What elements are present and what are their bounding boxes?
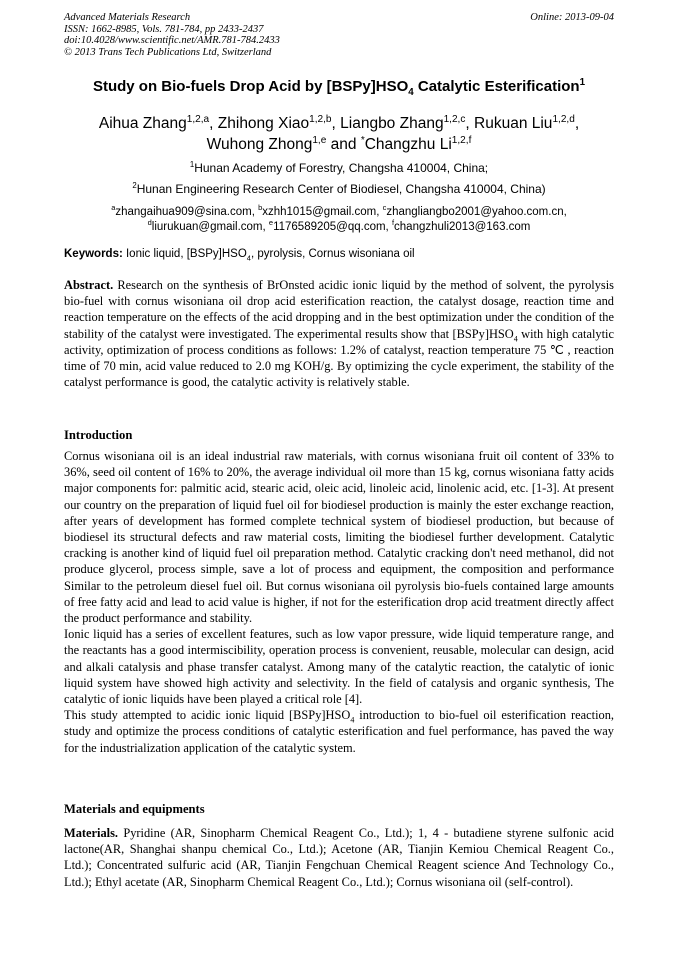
- keywords: Keywords: Ionic liquid, $[BSPy]HSO_4$, pyrolysis, Cornus wisoniana oil: [64, 248, 415, 263]
- email-link[interactable]: changzhuli2013@163.com: [394, 221, 531, 233]
- section-heading-introduction: Introduction: [64, 428, 133, 442]
- email-link[interactable]: zhangaihua909@sina.com,: [115, 206, 259, 218]
- paragraph: Cornus wisoniana oil is an ideal industrial raw materials, with cornus wisoniana fruit oil content of 33% to 36%, seed oil content of 16% to 20%, the average individual oil more than 15 kg, cornus wisoniana fatty acids major components for: palmitic acid, stearic acid, oleic acid, linoleic acid, linolenic acid, etc. [1-3]. At present our country on the preparation of liquid fuel oil for biodiesel production is mainly the ester exchange reaction, after years of development has formed complete technical system of biodiesel production, but because of biodiesel its structural defects and raw material costs, limiting the biodiesel further development. Catalytic cracking is another kind of liquid fuel oil preparation method. Catalytic cracking don't need methanol, did not produce glycerol, process simple, save a lot of process and equipment, the composition and performance Similar to the petroleum diesel fuel oil. But cornus wisoniana oil pyrolysis bio-fuels contained large amounts of free fatty acid and lead to acid value is higher, if not for the esterification drop acid treatment directly affect the product performance and stability.: [64, 449, 614, 626]
- paragraph: This study attempted to acidic ionic liquid $[BSPy]HSO_4$ introduction to bio-fuel oil esterification reaction, study and optimize the process conditions of catalytic esterification and fuel performance, has paved the way for the industrialization application of the catalytic system.: [64, 708, 614, 755]
- introduction-body: [64, 448, 614, 756]
- author-name: Liangbo Zhang: [340, 115, 444, 132]
- online-date: Online: 2013-09-04: [530, 12, 614, 23]
- author-name: Wuhong Zhong: [206, 136, 313, 153]
- email-link[interactable]: xzhh1015@gmail.com,: [262, 206, 383, 218]
- paper-title: Study on Bio-fuels Drop Acid by $[BSPy]HSO_4$ Catalytic Esterification$^1$: [92, 77, 586, 98]
- section-heading-materials: Materials and equipments: [64, 802, 205, 816]
- journal-name: Advanced Materials Research: [64, 12, 191, 23]
- copyright-line: © 2013 Trans Tech Publications Ltd, Switzerland: [64, 46, 272, 58]
- author-name: Zhihong Xiao: [217, 115, 310, 132]
- materials-body: Materials. Pyridine (AR, Sinopharm Chemical Reagent Co., Ltd.); 1, 4 - butadiene styrene sulfonic acid lactone(AR, Shanghai shanpu chemical Co., Ltd.); Acetone (AR, Tianjin Kemiou Chemical Reagent Co., Ltd.); Concentrated sulfuric acid (AR, Tianjin Fengchuan Chemical Reagent science And Technology Co., Ltd.); Ethyl acetate (AR, Sinopharm Chemical Reagent Co., Ltd.); Cornus wisoniana oil (self-control).: [64, 826, 614, 889]
- affiliation-2: $^2$Hunan Engineering Research Center of Biodiesel, Changsha 410004, China): [132, 181, 546, 196]
- email-list: $^a$zhangaihua909@sina.com, $^b$xzhh1015@gmail.com, $^c$zhangliangbo2001@yahoo.com.cn, $^d$liurukuan@gmail.com, $^e$1176589205@qq.com, $^f$changzhuli2013@163.com: [111, 203, 567, 233]
- materials-label: Materials.: [64, 826, 119, 840]
- email-link[interactable]: liurukuan@gmail.com,: [151, 221, 269, 233]
- journal-header: [64, 12, 280, 58]
- keywords-label: Keywords:: [64, 248, 123, 260]
- corresponding-star: *: [360, 134, 365, 146]
- author-list: Aihua Zhang$^{1,2,a}$, Zhihong Xiao$^{1,2,b}$, Liangbo Zhang$^{1,2,c}$, Rukuan Liu$^{1,2,d}$, Wuhong Zhong$^{1,e}$ and *Changzhu Li$^{1,2,f}$: [98, 113, 580, 153]
- abstract: Abstract. Research on the synthesis of BrOnsted acidic ionic liquid by the method of solvent, the pyrolysis bio-fuel with cornus wisoniana oil drop acid esterification reaction, the catalyst dosage, reaction time and reaction temperature on the effects of the acid dropping and in the best optimization under the condition of the stability of the catalyst were investigated. The experimental results show that $[BSPy]HSO_4$ with high catalytic activity, optimization of process conditions as follows: 1.2% of catalyst, reaction temperature 75 ℃ , reaction time of 70 min, acid value reduced to 2.0 mg KOH/g. By optimizing the cycle experiment, the stability of the catalyst performance is good, the catalytic activity is relatively stable.: [64, 278, 614, 390]
- email-link[interactable]: zhangliangbo2001@yahoo.com.cn,: [386, 206, 567, 218]
- author-name: Changzhu Li: [364, 136, 452, 153]
- author-name: Aihua Zhang: [98, 115, 187, 132]
- abstract-label: Abstract.: [64, 278, 114, 292]
- doi-line: doi:10.4028/www.scientific.net/AMR.781-784.2433: [64, 35, 280, 46]
- affiliation-1: $^1$Hunan Academy of Forestry, Changsha 410004, China;: [189, 160, 489, 175]
- issn-line: ISSN: 1662-8985, Vols. 781-784, pp 2433-2437: [64, 23, 264, 35]
- author-name: Rukuan Liu: [474, 115, 553, 132]
- paragraph: Ionic liquid has a series of excellent features, such as low vapor pressure, wide liquid temperature range, and the reactants has a good intermiscibility, operation process is convenient, reusable, molecular can design, acid and alkali catalysis and phase transfer catalyst. Among many of the catalytic reaction, the catalytic of ionic liquid system have showed high activity and selectivity. In the field of catalysis and organic synthesis, The catalytic of ionic liquids have been played a critical role [4].: [64, 627, 614, 707]
- email-link[interactable]: 1176589205@qq.com,: [273, 221, 392, 233]
